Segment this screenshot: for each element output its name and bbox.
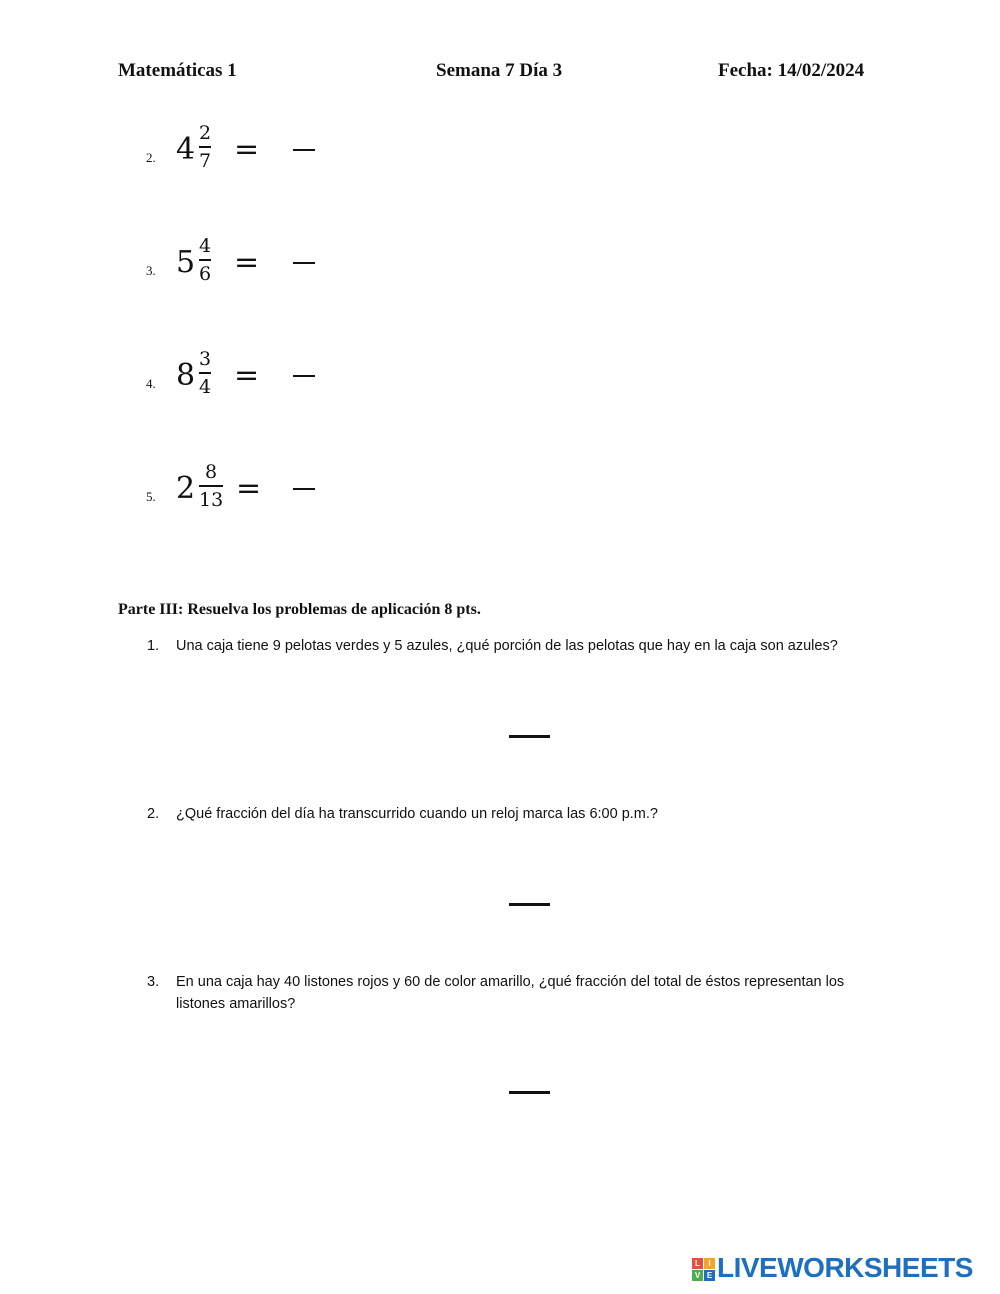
equals-sign: =	[234, 132, 260, 167]
whole-part: 4	[176, 132, 196, 167]
logo-block: L	[692, 1258, 703, 1269]
denominator: 7	[199, 150, 212, 172]
mixed-number-item	[146, 122, 446, 192]
problem-text: En una caja hay 40 listones rojos y 60 de color amarillo, ¿qué fracción del total de éstos representan los listones amarillos?	[176, 974, 845, 1012]
item-number: 4.	[146, 376, 156, 391]
answer-fraction-blank[interactable]	[293, 488, 315, 490]
item-number: 3.	[146, 263, 156, 278]
numerator: 4	[199, 235, 212, 257]
mixed-number-item	[146, 461, 446, 531]
fraction-bar	[199, 485, 223, 487]
page-header	[0, 58, 1000, 88]
problem-text: ¿Qué fracción del día ha transcurrido cuando un reloj marca las 6:00 p.m.?	[176, 806, 658, 822]
subject-label: Matemáticas 1	[118, 60, 237, 81]
mixed-number-item	[146, 348, 446, 418]
date-label: Fecha: 14/02/2024	[718, 60, 865, 81]
logo-block: I	[704, 1258, 715, 1269]
answer-fraction-blank[interactable]	[509, 1091, 550, 1094]
logo-blocks-icon	[692, 1258, 716, 1282]
answer-fraction-blank[interactable]	[509, 903, 550, 906]
item-number: 5.	[146, 489, 156, 504]
answer-fraction-blank[interactable]	[293, 375, 315, 377]
logo-block: V	[692, 1270, 703, 1281]
logo-block: E	[704, 1270, 715, 1281]
fraction	[199, 122, 211, 172]
answer-fraction-blank[interactable]	[293, 149, 315, 151]
mixed-number-item	[146, 235, 446, 305]
problem-number: 3.	[147, 974, 160, 990]
equals-sign: =	[234, 358, 260, 393]
logo-text: LIVEWORKSHEETS	[717, 1252, 973, 1283]
numerator: 3	[199, 348, 212, 370]
denominator: 13	[199, 489, 224, 511]
week-label: Semana 7 Día 3	[436, 60, 563, 81]
problem-text: Una caja tiene 9 pelotas verdes y 5 azules, ¿qué porción de las pelotas que hay en la caja son azules?	[176, 638, 838, 654]
section-title: Parte III: Resuelva los problemas de aplicación 8 pts.	[118, 601, 481, 618]
numerator: 8	[205, 461, 218, 483]
item-number: 2.	[146, 150, 156, 165]
fraction-bar	[199, 259, 211, 261]
liveworksheets-logo	[692, 1254, 992, 1284]
denominator: 6	[199, 263, 212, 285]
equals-sign: =	[236, 471, 262, 506]
problem-number: 1.	[147, 638, 160, 654]
fraction-bar	[199, 146, 211, 148]
problem-number: 2.	[147, 806, 160, 822]
whole-part: 8	[176, 358, 196, 393]
denominator: 4	[199, 376, 212, 398]
whole-part: 5	[176, 245, 196, 280]
answer-fraction-blank[interactable]	[293, 262, 315, 264]
fraction	[199, 235, 211, 285]
fraction	[199, 461, 223, 511]
fraction	[199, 348, 211, 398]
numerator: 2	[199, 122, 212, 144]
answer-fraction-blank[interactable]	[509, 735, 550, 738]
equals-sign: =	[234, 245, 260, 280]
fraction-bar	[199, 372, 211, 374]
whole-part: 2	[176, 471, 196, 506]
